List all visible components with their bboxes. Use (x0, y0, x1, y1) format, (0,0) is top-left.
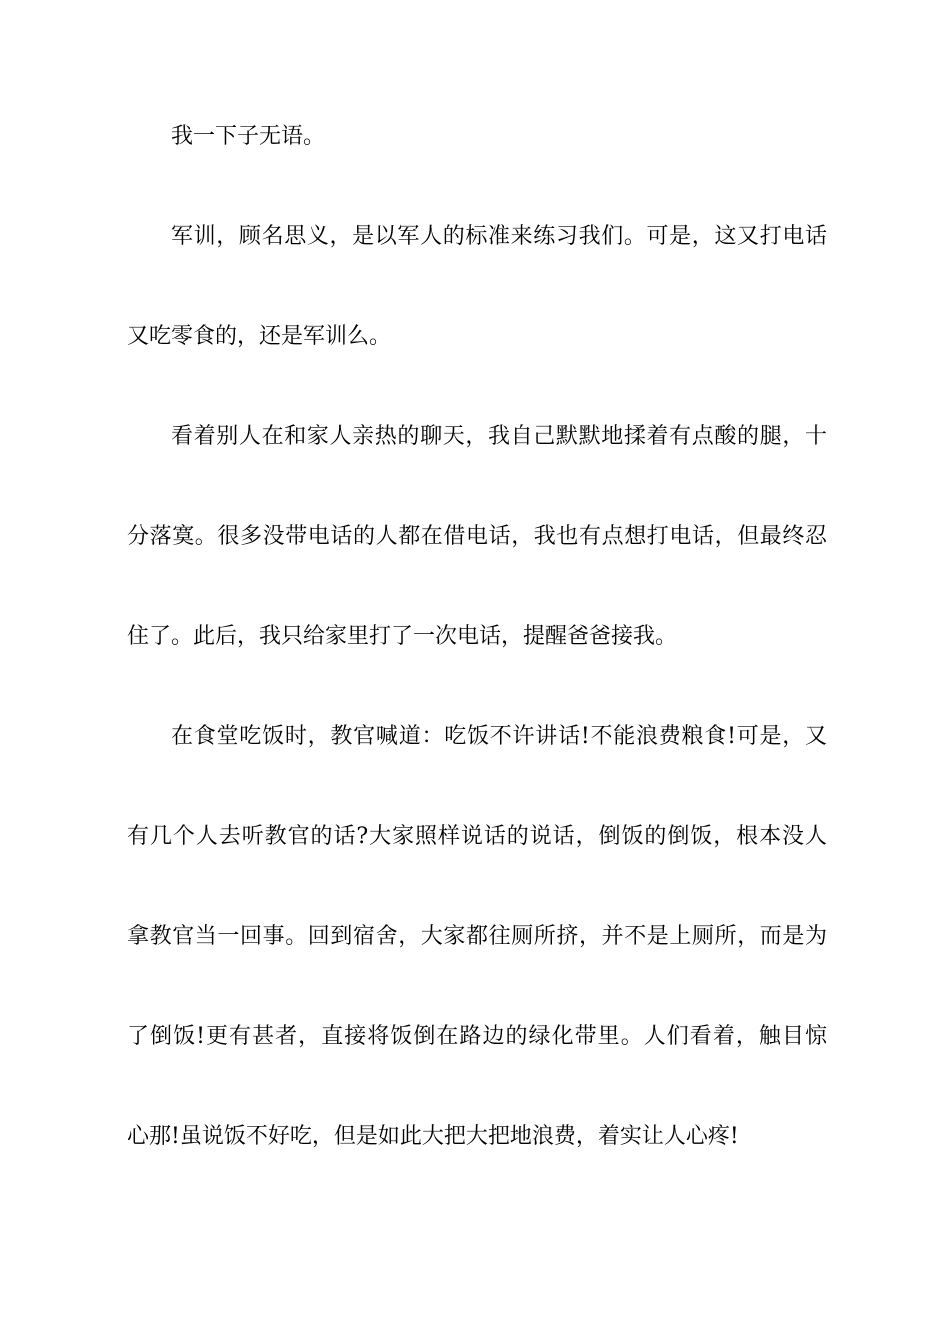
paragraph-line: 住了。此后，我只给家里打了一次电话，提醒爸爸接我。 (127, 624, 678, 649)
paragraph-line: 军训，顾名思义，是以军人的标准来练习我们。可是，这又打电话 (171, 224, 827, 249)
paragraph-4 (127, 714, 827, 1214)
paragraph-line: 有几个人去听教官的话?大家照样说话的说话，倒饭的倒饭，根本没人 (127, 824, 827, 849)
paragraph-line: 我一下子无语。 (171, 124, 326, 149)
paragraph-3 (127, 414, 827, 714)
paragraph-2 (127, 214, 827, 414)
document-body (127, 114, 827, 1214)
paragraph-line: 拿教官当一回事。回到宿舍，大家都往厕所挤，并不是上厕所，而是为 (127, 924, 827, 949)
paragraph-line: 看着别人在和家人亲热的聊天，我自己默默地揉着有点酸的腿，十 (171, 424, 827, 449)
paragraph-1 (127, 114, 827, 214)
paragraph-line: 了倒饭!更有甚者，直接将饭倒在路边的绿化带里。人们看着，触目惊 (127, 1024, 827, 1049)
paragraph-line: 心那!虽说饭不好吃，但是如此大把大把地浪费，着实让人心疼! (127, 1124, 739, 1149)
paragraph-line: 在食堂吃饭时，教官喊道：吃饭不许讲话!不能浪费粮食!可是，又 (171, 724, 827, 749)
paragraph-line: 分落寞。很多没带电话的人都在借电话，我也有点想打电话，但最终忍 (127, 524, 827, 549)
paragraph-line: 又吃零食的，还是军训么。 (127, 324, 392, 349)
